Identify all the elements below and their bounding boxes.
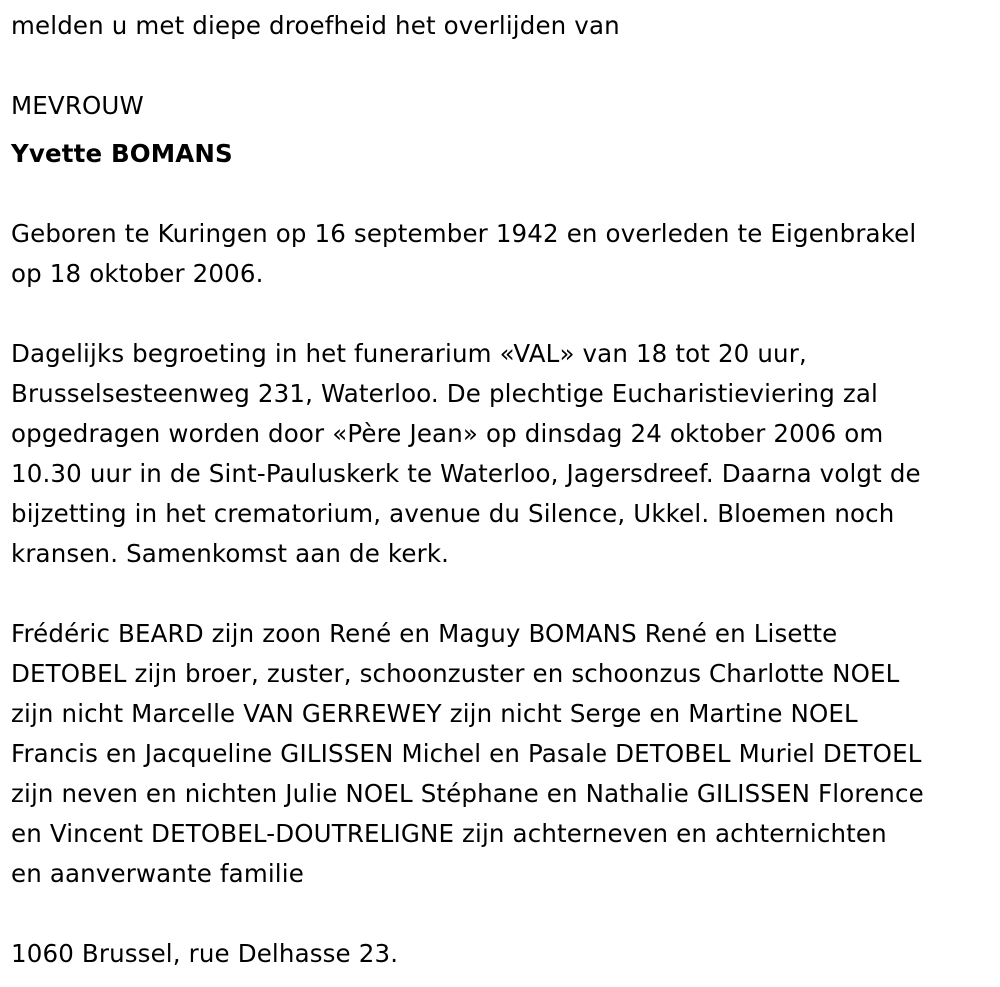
address-text: 1060 Brussel, rue Delhasse 23.: [11, 939, 399, 968]
ceremony-line: kransen. Samenkomst aan de kerk.: [11, 539, 450, 568]
family-line: DETOBEL zijn broer, zuster, schoonzuster en schoonzus Charlotte NOEL: [11, 659, 900, 688]
ceremony-line: opgedragen worden door «Père Jean» op dinsdag 24 oktober 2006 om: [11, 419, 884, 448]
ceremony-paragraph: [11, 334, 996, 574]
family-line: Francis en Jacqueline GILISSEN Michel en Pasale DETOBEL Muriel DETOEL: [11, 739, 922, 768]
ceremony-line: bijzetting in het crematorium, avenue du Silence, Ukkel. Bloemen noch: [11, 499, 895, 528]
family-line: Frédéric BEARD zijn zoon René en Maguy BOMANS René en Lisette: [11, 619, 838, 648]
family-paragraph: [11, 614, 996, 894]
family-line: zijn neven en nichten Julie NOEL Stéphane en Nathalie GILISSEN Florence: [11, 779, 924, 808]
obituary-document: [11, 6, 996, 974]
deceased-name: Yvette BOMANS: [11, 139, 233, 168]
ceremony-line: 10.30 uur in de Sint-Pauluskerk te Waterloo, Jagersdreef. Daarna volgt de: [11, 459, 921, 488]
family-line: en aanverwante familie: [11, 859, 304, 888]
deceased-title: MEVROUW: [11, 91, 144, 120]
family-line: en Vincent DETOBEL-DOUTRELIGNE zijn achterneven en achternichten: [11, 819, 887, 848]
birth-line: Geboren te Kuringen op 16 september 1942 en overleden te Eigenbrakel: [11, 219, 917, 248]
intro-text: melden u met diepe droefheid het overlijden van: [11, 11, 620, 40]
family-line: zijn nicht Marcelle VAN GERREWEY zijn nicht Serge en Martine NOEL: [11, 699, 858, 728]
birth-paragraph: [11, 214, 996, 294]
ceremony-line: Brusselsesteenweg 231, Waterloo. De plechtige Eucharistieviering zal: [11, 379, 878, 408]
ceremony-line: Dagelijks begroeting in het funerarium «VAL» van 18 tot 20 uur,: [11, 339, 807, 368]
birth-line: op 18 oktober 2006.: [11, 259, 264, 288]
